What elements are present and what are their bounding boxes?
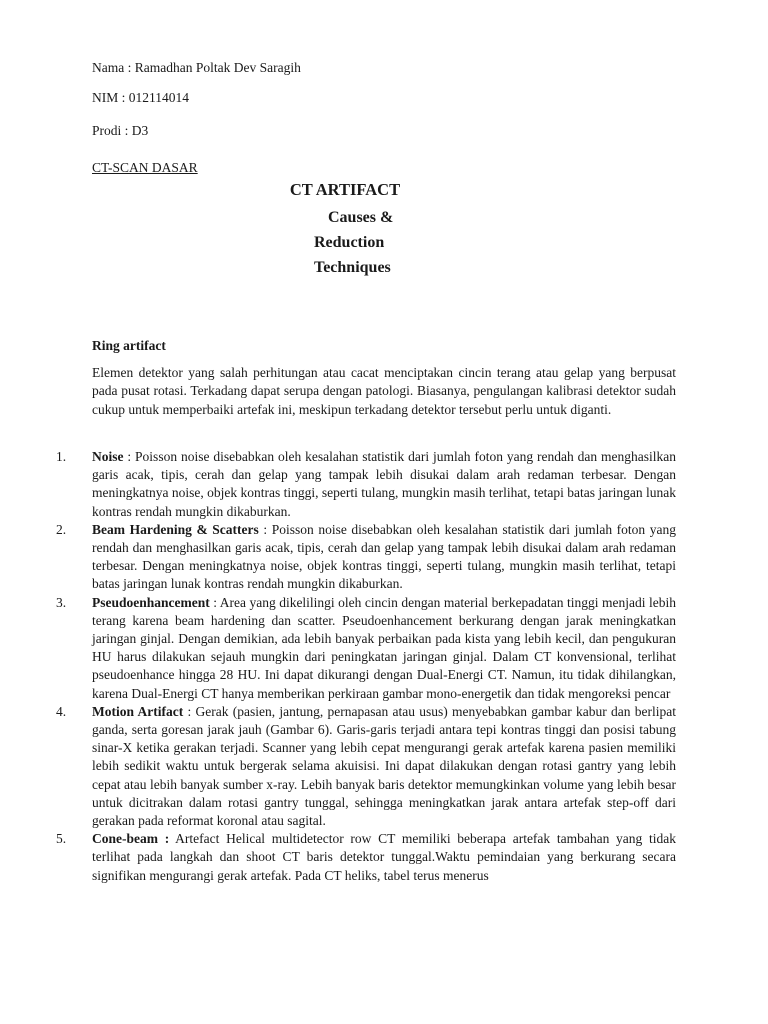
list-text: Artefact Helical multidetector row CT memiliki beberapa artefak tambahan yang tidak terlihat pada langkah dan shoot CT baris detektor tunggal.Waktu pemindaian yang berkurang secara signifikan mengurangi gerak artefak. Pada CT heliks, tabel terus menerus xyxy=(92,831,676,883)
document-title: CT ARTIFACT xyxy=(289,180,401,199)
list-item-cone-beam xyxy=(56,830,676,885)
subtitle-line-3: Techniques xyxy=(314,259,391,276)
course-title: CT-SCAN DASAR xyxy=(92,160,198,175)
list-text: : Poisson noise disebabkan oleh kesalahan statistik dari jumlah foton yang rendah dan menghasilkan garis acak, tipis, cerah dan gelap yang tampak lebih disukai dalam arah redaman terbesar. Dengan meningkatnya noise, objek kontras tinggi, seperti tulang, mungkin masih terlihat, tetapi batas jaringan lunak kontras rendah mungkin dikaburkan. xyxy=(92,521,676,592)
ring-artifact-paragraph: Elemen detektor yang salah perhitungan atau cacat menciptakan cincin terang atau gelap yang berpusat pada pusat rotasi. Terkadang dapat serupa dengan patologi. Biasanya, pengulangan kalibrasi detektor sudah cukup untuk memperbaiki artefak ini, meskipun terkadang detektor tersebut perlu untuk diganti. xyxy=(92,365,676,417)
subtitle-line-1: Causes & xyxy=(328,209,394,226)
list-item-motion-artifact xyxy=(56,703,676,830)
document-subtitle xyxy=(314,205,444,280)
list-term: Motion Artifact xyxy=(92,703,184,719)
list-item-noise xyxy=(56,448,676,521)
study-program: Prodi : D3 xyxy=(92,123,149,138)
list-text: : Poisson noise disebabkan oleh kesalahan statistik dari jumlah foton yang rendah dan menghasilkan garis acak, tipis, cerah dan gelap yang tampak lebih disukai dalam arah redaman terbesar. Dengan meningkatnya noise, objek kontras tinggi, seperti tulang, mungkin masih terlihat, tetapi batas jaringan lunak kontras rendah mungkin dikaburkan. xyxy=(92,449,676,519)
list-term: Noise xyxy=(92,449,124,464)
artifact-list xyxy=(56,448,676,885)
student-nim: NIM : 012114014 xyxy=(92,90,189,105)
list-term: Beam Hardening & Scatters xyxy=(92,521,259,537)
ring-artifact-heading: Ring artifact xyxy=(92,338,166,353)
list-term: Pseudoenhancement xyxy=(92,594,210,610)
list-number: 3. xyxy=(56,594,67,610)
list-number: 2. xyxy=(56,521,67,537)
list-number: 5. xyxy=(56,831,67,847)
list-item-beam-hardening xyxy=(56,521,676,594)
student-name: Nama : Ramadhan Poltak Dev Saragih xyxy=(92,60,301,75)
list-text: : Gerak (pasien, jantung, pernapasan atau usus) menyebabkan gambar kabur dan berlipat ganda, serta goresan jarak jauh (Gambar 6). Garis-garis terjadi antara tepi kontras tinggi dan posisi tabung sinar-X ketika gerakan terjadi. Scanner yang lebih cepat mengurangi gerak artefak karena pasien memiliki lebih sedikit waktu untuk bergerak selama akuisisi. Ini dapat dilakukan dengan rotasi gantry yang lebih cepat atau lebih banyak sumber x-ray. Lebih banyak baris detektor memungkinkan volume yang lebih besar untuk dicitrakan dalam rotasi gantry tunggal, sehingga meningkatkan jarak antara artefak step-off dari gerakan pada reformat koronal atau sagital. xyxy=(92,703,676,829)
list-number: 4. xyxy=(56,703,67,719)
list-number: 1. xyxy=(56,449,67,464)
list-item-pseudoenhancement xyxy=(56,594,676,703)
subtitle-line-2: Reduction xyxy=(314,234,385,251)
list-text: : Area yang dikelilingi oleh cincin dengan material berkepadatan tinggi menjadi lebih terang karena beam hardening dan scatter. Pseudoenhancement berkurang dengan jarak meningkatkan jaringan ginjal. Dengan demikian, ada lebih banyak perbaikan pada kista yang lebih kecil, dan pengukuran HU harus dilakukan sejauh mungkin dari peningkatan jaringan ginjal. Dalam CT konvensional, terlihat pseudoenhance hingga 28 HU. Ini dapat dikurangi dengan Dual-Energi CT. Namun, itu tidak dihilangkan, karena Dual-Energi CT hanya memberikan perkiraan gambar mono-energetik dan tidak mengoreksi pencar xyxy=(92,594,676,701)
list-term: Cone-beam : xyxy=(92,831,170,847)
